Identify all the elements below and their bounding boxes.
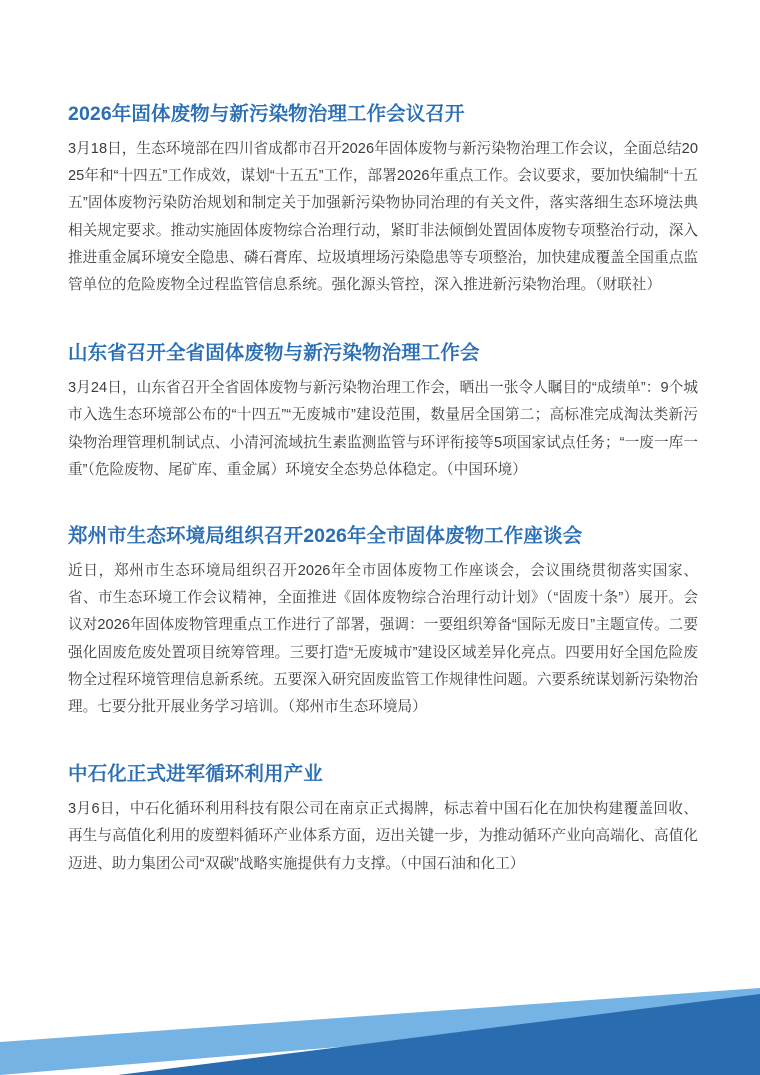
article-item (68, 0, 698, 299)
footer-dark-band (118, 994, 760, 1075)
footer-decoration (0, 980, 760, 1075)
article-heading: 山东省召开全省固体废物与新污染物治理工作会 (68, 342, 480, 365)
article-item (68, 484, 698, 721)
article-heading: 2026年固体废物与新污染物治理工作会议召开 (68, 103, 465, 125)
article-body: 3月18日，生态环境部在四川省成都市召开2026年固体废物与新污染物治理工作会议，全面总结2025年和“十四五”工作成效，谋划“十五五”工作，部署2026年重点工作。会议要求，要加快编制“十五五”固体废物污染防治规划和制定关于加强新污染物协同治理的有关文件，落实落细生态环境法典相关规定要求。推动实施固体废物综合治理行动，紧盯非法倾倒处置固体废物专项整治行动，深入推进重金属环境安全隐患、磷石膏库、垃圾填埋场污染隐患等专项整治，加快建成覆盖全国重点监管单位的危险废物全过程监管信息系统。强化源头管控，深入推进新污染物治理。（财联社） (68, 141, 699, 294)
article-heading: 郑州市生态环境局组织召开2026年全市固体废物工作座谈会 (68, 525, 583, 548)
footer-light-band (0, 988, 760, 1075)
article-list (68, 0, 698, 878)
article-heading: 中石化正式进军循环利用产业 (68, 763, 323, 786)
footer-wave-icon (0, 980, 760, 1075)
article-body: 近日，郑州市生态环境局组织召开2026年全市固体废物工作座谈会，会议围绕贯彻落实国家、省、市生态环境工作会议精神，全面推进《固体废物综合治理行动计划》（“固废十条”）展开。会议对2026年固体废物管理重点工作进行了部署，强调：一要组织筹备“国际无废日”主题宣传。二要强化固废危废处置项目统筹管理。三要打造“无废城市”建设区域差异化亮点。四要用好全国危险废物全过程环境管理信息新系统。五要深入研究固废监管工作规律性问题。六要系统谋划新污染物治理。七要分批开展业务学习培训。（郑州市生态环境局） (68, 563, 698, 716)
article-item (68, 299, 698, 484)
article-body: 3月6日，中石化循环利用科技有限公司在南京正式揭牌，标志着中国石化在加快构建覆盖回收、再生与高值化利用的废塑料循环产业体系方面，迈出关键一步，为推动循环产业向高端化、高值化迈进、助力集团公司“双碳”战略实施提供有力支撑。（中国石油和化工） (68, 801, 698, 872)
article-item (68, 721, 698, 878)
article-body: 3月24日，山东省召开全省固体废物与新污染物治理工作会，晒出一张令人瞩目的“成绩单”：9个城市入选生态环境部公布的“十四五”“无废城市”建设范围，数量居全国第二；高标准完成淘汰类新污染物治理管理机制试点、小清河流域抗生素监测监管与环评衔接等5项国家试点任务；“一废一库一重”（危险废物、尾矿库、重金属）环境安全态势总体稳定。（中国环境） (68, 380, 698, 478)
